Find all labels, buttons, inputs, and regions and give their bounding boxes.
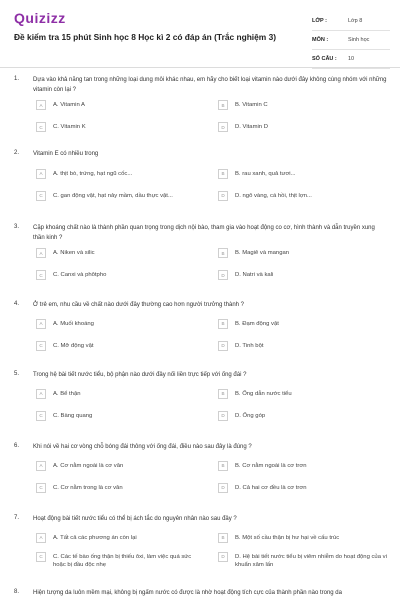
question-number: 8. (14, 589, 20, 595)
option-d[interactable] (218, 192, 390, 201)
option-letter-box: B (218, 461, 228, 471)
header-divider (0, 67, 400, 68)
question-text: Dựa vào khả năng tan trong những loại dung môi khác nhau, em hãy cho biết loại vitamin nào dưới đây không cùng nhóm với những vitamin còn lại ? (33, 77, 387, 93)
question-text: Hiện tượng da luôn mềm mại, không bị ngấm nước có được là nhờ hoạt động tích cực của thành phần nào trong da (33, 590, 342, 596)
option-text: D. Natri và kali (235, 272, 274, 278)
option-b[interactable] (218, 390, 390, 399)
meta-label: SỐ CÂU : (312, 56, 337, 62)
option-text: A. Tất cả các phương án còn lại (53, 534, 137, 541)
option-b[interactable] (218, 534, 390, 543)
option-a[interactable] (36, 101, 208, 110)
option-letter-box: C (36, 341, 46, 351)
question-list (0, 76, 400, 601)
option-text: B. Ống dẫn nước tiểu (235, 390, 292, 397)
option-letter-box: B (218, 533, 228, 543)
question-number: 6. (14, 443, 20, 449)
question-4 (0, 301, 400, 371)
option-text: D. Ống góp (235, 412, 266, 419)
option-d[interactable] (218, 484, 390, 493)
option-letter-box: D (218, 270, 228, 280)
option-text: A. thịt bò, trứng, hạt ngũ cốc... (53, 170, 133, 177)
question-text: Trong hệ bài tiết nước tiểu, bộ phận nào dưới đây nối liền trực tiếp với ống đái ? (33, 372, 247, 378)
option-d[interactable] (218, 271, 390, 280)
options (36, 390, 391, 430)
option-text: B. rau xanh, quả tươi... (235, 170, 296, 177)
option-letter-box: B (218, 248, 228, 258)
question-8 (0, 589, 400, 601)
option-letter-box: A (36, 461, 46, 471)
option-letter-box: A (36, 100, 46, 110)
option-a[interactable] (36, 249, 208, 258)
option-letter-box: C (36, 483, 46, 493)
option-c[interactable] (36, 342, 208, 351)
option-c[interactable] (36, 123, 208, 132)
question-text: Hoạt động bài tiết nước tiểu có thể bị ách tắc do nguyên nhân nào sau đây ? (33, 516, 237, 522)
meta-value: Lớp 8 (348, 18, 363, 24)
option-letter-box: A (36, 248, 46, 258)
option-c[interactable] (36, 412, 208, 421)
option-letter-box: A (36, 533, 46, 543)
option-letter-box: D (218, 341, 228, 351)
options (36, 101, 391, 141)
option-text: D. Hệ bài tiết nước tiểu bị viêm nhiễm do hoạt động của vi khuẩn xâm lấn (235, 553, 387, 568)
option-letter-box: B (218, 389, 228, 399)
question-2 (0, 150, 400, 224)
option-c[interactable] (36, 271, 208, 280)
meta-label: MÔN : (312, 37, 329, 43)
option-text: C. Bàng quang (53, 412, 93, 419)
question-number: 3. (14, 224, 20, 230)
question-number: 4. (14, 301, 20, 307)
option-d[interactable] (218, 553, 390, 569)
option-d[interactable] (218, 342, 390, 351)
option-text: C. Canxi và phôtpho (53, 272, 107, 278)
question-text: Vitamin E có nhiều trong (33, 151, 99, 157)
option-text: B. Magiê và mangan (235, 250, 290, 256)
option-text: B. Cơ nằm ngoài là cơ trơn (235, 462, 307, 469)
option-a[interactable] (36, 170, 208, 179)
option-a[interactable] (36, 390, 208, 399)
option-c[interactable] (36, 484, 208, 493)
options (36, 462, 391, 502)
option-letter-box: C (36, 411, 46, 421)
options (36, 249, 391, 289)
option-b[interactable] (218, 249, 390, 258)
option-letter-box: D (218, 552, 228, 562)
option-d[interactable] (218, 412, 390, 421)
option-letter-box: A (36, 169, 46, 179)
option-letter-box: A (36, 389, 46, 399)
option-text: C. Các tế bào ống thận bị thiếu ôxi, làm việc quá sức hoặc bị đầu độc nhẹ (53, 553, 192, 568)
option-text: A. Niken và silic (53, 250, 95, 256)
question-7 (0, 515, 400, 589)
option-letter-box: C (36, 122, 46, 132)
options (36, 534, 391, 580)
option-text: A. Muối khoáng (53, 320, 94, 327)
option-text: C. Mỡ động vật (53, 342, 94, 349)
worksheet-header (0, 0, 400, 62)
option-letter-box: D (218, 411, 228, 421)
worksheet-meta (312, 12, 390, 69)
option-text: D. Tinh bột (235, 342, 264, 349)
option-letter-box: D (218, 122, 228, 132)
question-number: 5. (14, 371, 20, 377)
option-b[interactable] (218, 170, 390, 179)
question-text: Ở trẻ em, nhu cầu về chất nào dưới đây thường cao hơn người trưởng thành ? (33, 302, 244, 308)
meta-row-class (312, 12, 390, 31)
question-5 (0, 371, 400, 443)
option-text: B. Đạm động vật (235, 320, 279, 327)
option-letter-box: B (218, 100, 228, 110)
question-3 (0, 224, 400, 301)
option-text: A. Cơ nằm ngoài là cơ vân (53, 462, 124, 469)
question-number: 2. (14, 150, 20, 156)
question-1 (0, 76, 400, 150)
option-letter-box: C (36, 552, 46, 562)
option-letter-box: B (218, 169, 228, 179)
page-title: Đề kiểm tra 15 phút Sinh học 8 Học kì 2 có đáp án (Trắc nghiệm 3) (14, 32, 277, 42)
option-letter-box: B (218, 319, 228, 329)
option-text: C. Vitamin K (53, 124, 86, 130)
options (36, 320, 391, 360)
option-letter-box: D (218, 191, 228, 201)
option-text: B. Vitamin C (235, 102, 268, 108)
question-text: Khi nói về hai cơ vòng chỗ bóng đái thông với ống đái, điều nào sau đây là đúng ? (33, 444, 252, 450)
question-text: Cặp khoáng chất nào là thành phần quan trọng trong dịch nội bào, tham gia vào hoạt động co cơ, hình thành và dẫn truyền xung thần kinh ? (33, 225, 375, 241)
option-c[interactable] (36, 553, 208, 569)
option-letter-box: C (36, 191, 46, 201)
option-c[interactable] (36, 192, 208, 201)
option-text: C. Cơ nằm trong là cơ vân (53, 484, 123, 491)
meta-row-subject (312, 31, 390, 50)
option-letter-box: A (36, 319, 46, 329)
option-a[interactable] (36, 462, 208, 471)
options (36, 170, 391, 210)
option-a[interactable] (36, 534, 208, 543)
question-number: 1. (14, 76, 20, 82)
option-d[interactable] (218, 123, 390, 132)
option-text: B. Một số cầu thận bị hư hại về cấu trúc (235, 534, 340, 541)
question-6 (0, 443, 400, 515)
option-text: D. ngô vàng, cá hồi, thịt lợn... (235, 192, 312, 199)
option-b[interactable] (218, 320, 390, 329)
quizizz-logo: Quizizz (14, 10, 66, 26)
option-text: A. Vitamin A (53, 102, 85, 108)
question-number: 7. (14, 515, 20, 521)
option-letter-box: D (218, 483, 228, 493)
option-text: C. gan động vật, hạt nảy mầm, dầu thực vật... (53, 192, 173, 199)
option-text: D. Vitamin D (235, 124, 268, 130)
option-letter-box: C (36, 270, 46, 280)
option-text: D. Cả hai cơ đều là cơ trơn (235, 484, 307, 491)
meta-label: LỚP : (312, 18, 327, 24)
meta-value: Sinh học (348, 37, 370, 43)
option-b[interactable] (218, 101, 390, 110)
option-b[interactable] (218, 462, 390, 471)
option-text: A. Bể thận (53, 390, 81, 397)
option-a[interactable] (36, 320, 208, 329)
meta-value: 10 (348, 56, 355, 62)
